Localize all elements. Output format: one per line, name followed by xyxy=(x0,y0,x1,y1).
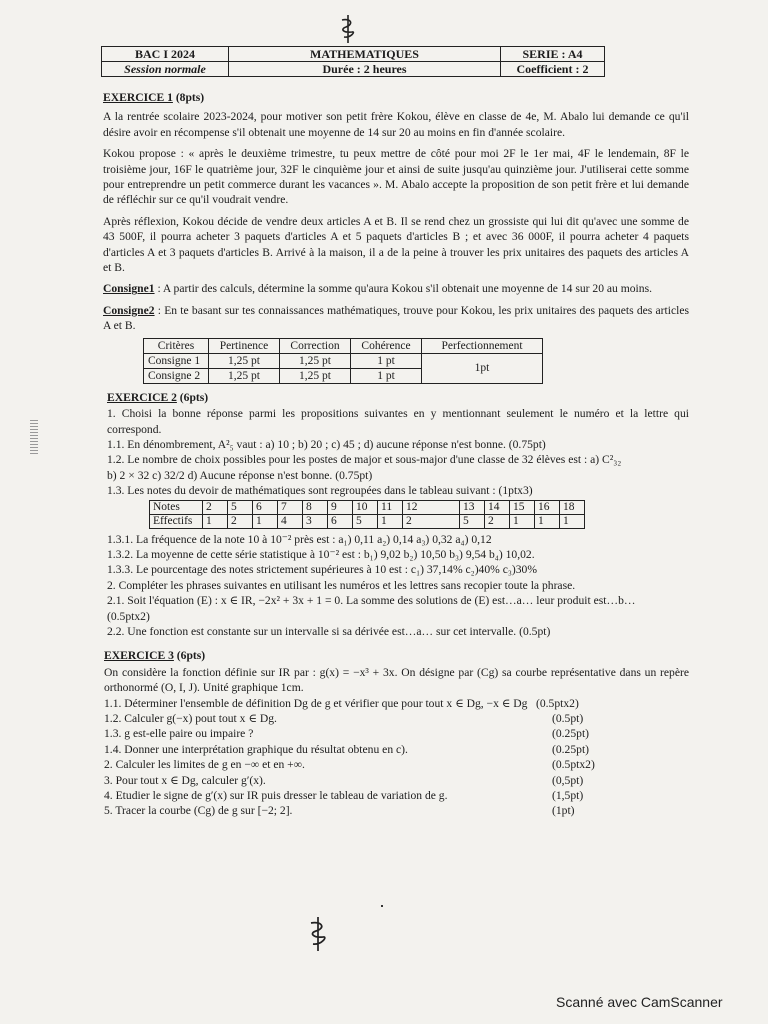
ex2-line: 1. Choisi la bonne réponse parmi les propositions suivantes en y mentionnant seulement le numéro et la lettre qui correspond. xyxy=(107,407,689,436)
ex3-question xyxy=(104,803,689,818)
ex1-paragraph-1: A la rentrée scolaire 2023-2024, pour motiver son petit frère Kokou, élève en classe de 4e, M. Abalo lui demande ce qu'il désire avoir en récompense s'il obtenait une moyenne de 14 sur 20 au moins en fin d'année scolaire. xyxy=(103,110,689,139)
grid-cell: 1,25 pt xyxy=(209,353,280,368)
grid-perf: 1pt xyxy=(422,353,543,383)
ex3-items xyxy=(104,696,689,819)
ex3-question xyxy=(104,742,689,757)
grid-header: Pertinence xyxy=(209,338,280,353)
notes-cell: 16 xyxy=(535,500,560,514)
effectifs-cell: 6 xyxy=(328,514,353,528)
ex3-question-text: 1.3. g est-elle paire ou impaire ? xyxy=(104,727,254,741)
ex3-title: EXERCICE 3 (6pts) xyxy=(104,649,206,663)
ex3-question xyxy=(104,696,689,711)
notes-cell: 8 xyxy=(303,500,328,514)
grading-grid xyxy=(143,338,543,384)
header-session: Session normale xyxy=(102,62,229,77)
ex2-line: 1.2. Le nombre de choix possibles pour les postes de major et sous-major d'une classe de 32 élèves est : a) C²₃₂ xyxy=(107,453,622,467)
notes-cell: 6 xyxy=(253,500,278,514)
ink-dot xyxy=(381,905,383,907)
notes-cell: 13 xyxy=(460,500,485,514)
ex3-question-points: (0,5pt) xyxy=(552,773,584,787)
ex2-line: 2.1. Soit l'équation (E) : x ∈ IR, −2x² + 3x + 1 = 0. La somme des solutions de (E) est…a… leur produit est…b… xyxy=(107,594,636,608)
effectifs-cell: 5 xyxy=(460,514,485,528)
notes-cell: 10 xyxy=(353,500,378,514)
header-serie: SERIE : A4 xyxy=(501,47,605,62)
ex2-line: 1.1. En dénombrement, A²₅ vaut : a) 10 ; b) 20 ; c) 45 ; d) aucune réponse n'est bonne. (0.75pt) xyxy=(107,437,546,451)
exam-content xyxy=(103,90,689,819)
ex3-question-points: (0.25pt) xyxy=(552,742,590,756)
effectifs-cell: 4 xyxy=(278,514,303,528)
effectifs-cell: 5 xyxy=(353,514,378,528)
exercise-2 xyxy=(107,390,689,640)
notes-label: Notes xyxy=(150,500,203,514)
grid-cell: Consigne 2 xyxy=(144,368,209,383)
effectifs-cell: 1 xyxy=(535,514,560,528)
ex2-line: b) 2 × 32 c) 32/2 d) Aucune réponse n'est bonne. (0.75pt) xyxy=(107,468,373,482)
effectifs-cell: 2 xyxy=(485,514,510,528)
header-subject: MATHEMATIQUES xyxy=(229,47,501,62)
effectifs-cell: 1 xyxy=(378,514,403,528)
ex3-question xyxy=(104,773,689,788)
header-coef: Coefficient : 2 xyxy=(501,62,605,77)
ex3-question-text: 2. Calculer les limites de g en −∞ et en +∞. xyxy=(104,758,305,772)
signature-top xyxy=(337,14,359,44)
header-duree: Durée : 2 heures xyxy=(229,62,501,77)
ex1-paragraph-2: Kokou propose : « après le deuxième trimestre, tu peux mettre de côté pour moi 2F le 1er mai, 4F le lendemain, 8F le troisième jour, 16F le quatrième jour, 32F le cinquième jour et ainsi de suite jusqu'au quinzième jour. J'utiliserai cette somme pour entreprendre un petit commerce durant les vacances ». M. Abalo accepte la proposition de son petit frère et lui demande de réfléchir sur ce qu'il voudrait vendre. xyxy=(103,147,689,207)
ex3-question-points: (0.25pt) xyxy=(552,727,590,741)
ex3-question-text: 1.1. Déterminer l'ensemble de définition Dg de g et vérifier que pour tout x ∈ Dg, −x ∈ Dg xyxy=(104,696,528,710)
notes-cell: 15 xyxy=(510,500,535,514)
ex2-line: 2.2. Une fonction est constante sur un intervalle si sa dérivée est…a… sur cet intervalle. (0.5pt) xyxy=(107,624,551,638)
effectifs-cell: 3 xyxy=(303,514,328,528)
ex3-question-points: (1,5pt) xyxy=(552,789,584,803)
camscanner-footer: Scanné avec CamScanner xyxy=(556,994,723,1010)
effectifs-cell: 1 xyxy=(203,514,228,528)
ex3-question-text: 3. Pour tout x ∈ Dg, calculer g′(x). xyxy=(104,773,266,787)
ex2-line: 1.3.2. La moyenne de cette série statistique à 10⁻² est : b₁) 9,02 b₂) 10,50 b₃) 9,54 b₄) 10,02. xyxy=(107,547,535,561)
grid-header: Correction xyxy=(280,338,351,353)
effectifs-cell: 1 xyxy=(560,514,585,528)
grid-header: Perfectionnement xyxy=(422,338,543,353)
ex1-consigne-1: Consigne1 : A partir des calculs, détermine la somme qu'aura Kokou s'il obtenait une moyenne de 14 sur 20 au moins. xyxy=(103,282,652,296)
grid-cell: Consigne 1 xyxy=(144,353,209,368)
ex3-question-text: 1.2. Calculer g(−x) pout tout x ∈ Dg. xyxy=(104,712,277,725)
ex2-title: EXERCICE 2 (6pts) xyxy=(107,390,209,404)
grid-header: Cohérence xyxy=(351,338,422,353)
notes-cell: 18 xyxy=(560,500,585,514)
ex1-title: EXERCICE 1 (8pts) xyxy=(103,91,205,104)
ex2-line: 1.3.3. Le pourcentage des notes strictement supérieures à 10 est : c₁) 37,14% c₂)40% c₃)30% xyxy=(107,563,538,577)
notes-cell: 5 xyxy=(228,500,253,514)
notes-cell: 2 xyxy=(203,500,228,514)
effectifs-label: Effectifs xyxy=(150,514,203,528)
notes-cell: 7 xyxy=(278,500,303,514)
grid-cell: 1 pt xyxy=(351,368,422,383)
ex3-question-points: (0.5ptx2) xyxy=(552,758,595,772)
ex3-question-text: 1.4. Donner une interprétation graphique du résultat obtenu en c). xyxy=(104,742,408,756)
ex3-question xyxy=(104,757,689,772)
ex1-consigne-2: Consigne2 : En te basant sur tes connaissances mathématiques, trouve pour Kokou, les prix unitaires des paquets des articles A et B. xyxy=(103,303,689,333)
grid-cell: 1,25 pt xyxy=(280,353,351,368)
grid-header: Critères xyxy=(144,338,209,353)
header-table xyxy=(101,46,605,77)
ex3-question-text: 5. Tracer la courbe (Cg) de g sur [−2; 2]. xyxy=(104,804,293,818)
notes-cell: 9 xyxy=(328,500,353,514)
ex1-paragraph-3: Après réflexion, Kokou décide de vendre deux articles A et B. Il se rend chez un grossiste qui lui dit qu'avec une somme de 43 500F, il pourra acheter 3 paquets d'articles A et 5 paquets d'articles B ; et avec 36 000F, il pourra acheter 4 paquets d'articles A et 3 paquets d'articles B. Arrivé à la maison, il a de la peine à trouver les prix unitaires des paquets des articles A et B. xyxy=(103,214,689,275)
notes-cell: 11 xyxy=(378,500,403,514)
scan-marks xyxy=(30,420,38,490)
ex2-line: 2. Compléter les phrases suivantes en utilisant les numéros et les lettres sans recopier toute la phrase. xyxy=(107,578,576,592)
ex3-question-points: (0.5pt) xyxy=(552,712,584,725)
notes-cell: 12 xyxy=(403,500,460,514)
ex3-question xyxy=(104,711,689,726)
exercise-3 xyxy=(104,648,689,818)
ex3-question-points: (0.5ptx2) xyxy=(536,696,579,710)
grid-cell: 1,25 pt xyxy=(280,368,351,383)
ex3-question-points: (1pt) xyxy=(552,804,575,818)
signature-bottom xyxy=(306,916,332,952)
ex2-line: 1.3.1. La fréquence de la note 10 à 10⁻² près est : a₁) 0,11 a₂) 0,14 a₃) 0,32 a₄) 0,12 xyxy=(107,532,492,546)
grid-cell: 1 pt xyxy=(351,353,422,368)
grid-cell: 1,25 pt xyxy=(209,368,280,383)
effectifs-cell: 2 xyxy=(228,514,253,528)
notes-table xyxy=(149,500,585,529)
notes-cell: 14 xyxy=(485,500,510,514)
effectifs-cell: 1 xyxy=(253,514,278,528)
ex2-line: (0.5ptx2) xyxy=(107,609,150,623)
header-bac: BAC I 2024 xyxy=(102,47,229,62)
effectifs-cell: 1 xyxy=(510,514,535,528)
ex2-line: 1.3. Les notes du devoir de mathématiques sont regroupées dans le tableau suivant : (1ptx3) xyxy=(107,484,533,498)
ex3-question xyxy=(104,788,689,803)
ex3-question-text: 4. Etudier le signe de g′(x) sur IR puis dresser le tableau de variation de g. xyxy=(104,789,448,803)
effectifs-cell: 2 xyxy=(403,514,460,528)
ex3-intro: On considère la fonction définie sur IR par : g(x) = −x³ + 3x. On désigne par (Cg) sa courbe représentative dans un repère orthonormé (O, I, J). Unité graphique 1cm. xyxy=(104,665,689,695)
ex3-question xyxy=(104,726,689,741)
